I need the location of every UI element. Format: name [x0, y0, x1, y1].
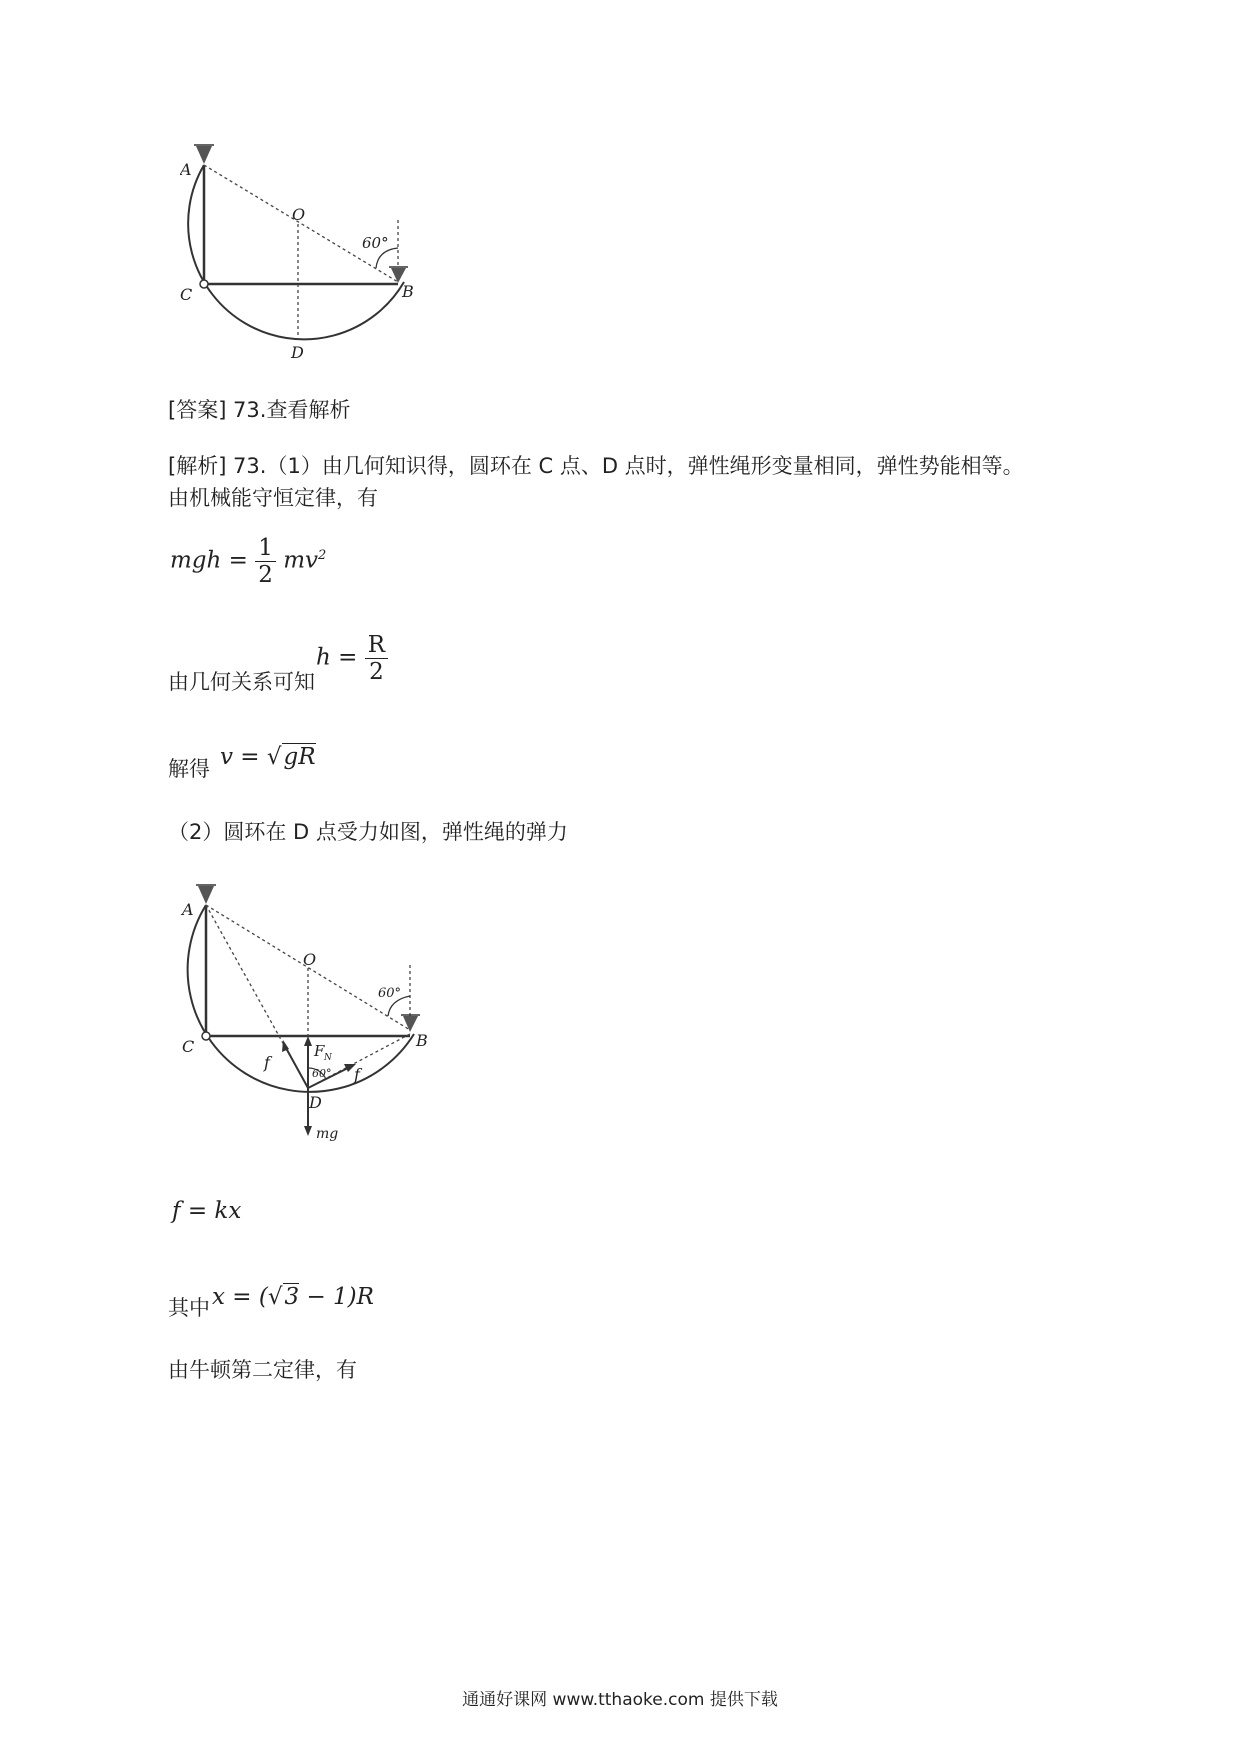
pivot-b-icon — [403, 1016, 418, 1032]
equation-energy: mgh = $\frac{1}{2}$ $mv^2$ — [170, 535, 327, 588]
ring-c-icon — [202, 1032, 210, 1040]
label-a: A — [182, 900, 194, 919]
equation-height: h = $\frac{R}{2}$ — [316, 632, 388, 685]
equation-velocity: v = √gR — [220, 744, 316, 770]
label-c: C — [180, 285, 193, 304]
circle-arc — [188, 165, 404, 339]
label-c: C — [182, 1037, 195, 1056]
page-footer: 通通好课网 www.tthaoke.com 提供下载 — [462, 1690, 778, 1710]
ring-c-icon — [200, 280, 208, 288]
label-fn: F — [314, 1042, 325, 1060]
pivot-a-icon — [196, 146, 212, 164]
label-angle-60: 60° — [362, 234, 389, 252]
label-b: B — [416, 1031, 428, 1050]
analysis-line-2: 由机械能守恒定律，有 — [168, 486, 378, 510]
label-fn-sub: N — [324, 1053, 332, 1063]
analysis-line-5: （2）圆环在 D 点受力如图，弹性绳的弹力 — [168, 820, 568, 844]
label-f-right: f — [354, 1065, 360, 1084]
analysis-line-4: 解得 — [168, 757, 210, 781]
figure-1-diagram — [180, 140, 440, 380]
label-a: A — [180, 160, 192, 179]
pivot-a-icon — [198, 886, 214, 904]
answer-line: [答案] 73.查看解析 — [168, 398, 351, 422]
label-d: D — [309, 1093, 322, 1112]
label-o: O — [303, 950, 317, 969]
label-o: O — [292, 205, 306, 224]
equation-extension: x = (√3 − 1)R — [212, 1284, 374, 1310]
pivot-b-icon — [391, 268, 406, 283]
force-f-left-arrow — [286, 1048, 308, 1088]
label-f-left: f — [264, 1053, 270, 1072]
analysis-line-3: 由几何关系可知 — [168, 670, 315, 694]
label-d: D — [291, 343, 304, 362]
label-angle-60-d: 60° — [312, 1067, 332, 1080]
label-mg: mg — [316, 1126, 339, 1142]
figure-2-force-diagram — [180, 880, 440, 1150]
label-b: B — [402, 282, 414, 301]
line-6-prefix: 其中 — [168, 1296, 210, 1320]
equation-spring-force: f = kx — [172, 1198, 242, 1224]
line-7: 由牛顿第二定律，有 — [168, 1358, 357, 1382]
analysis-line-1: [解析] 73.（1）由几何知识得，圆环在 C 点、D 点时，弹性绳形变量相同，弹性势能相等。 — [168, 454, 1024, 478]
label-angle-60-top: 60° — [378, 986, 402, 1001]
